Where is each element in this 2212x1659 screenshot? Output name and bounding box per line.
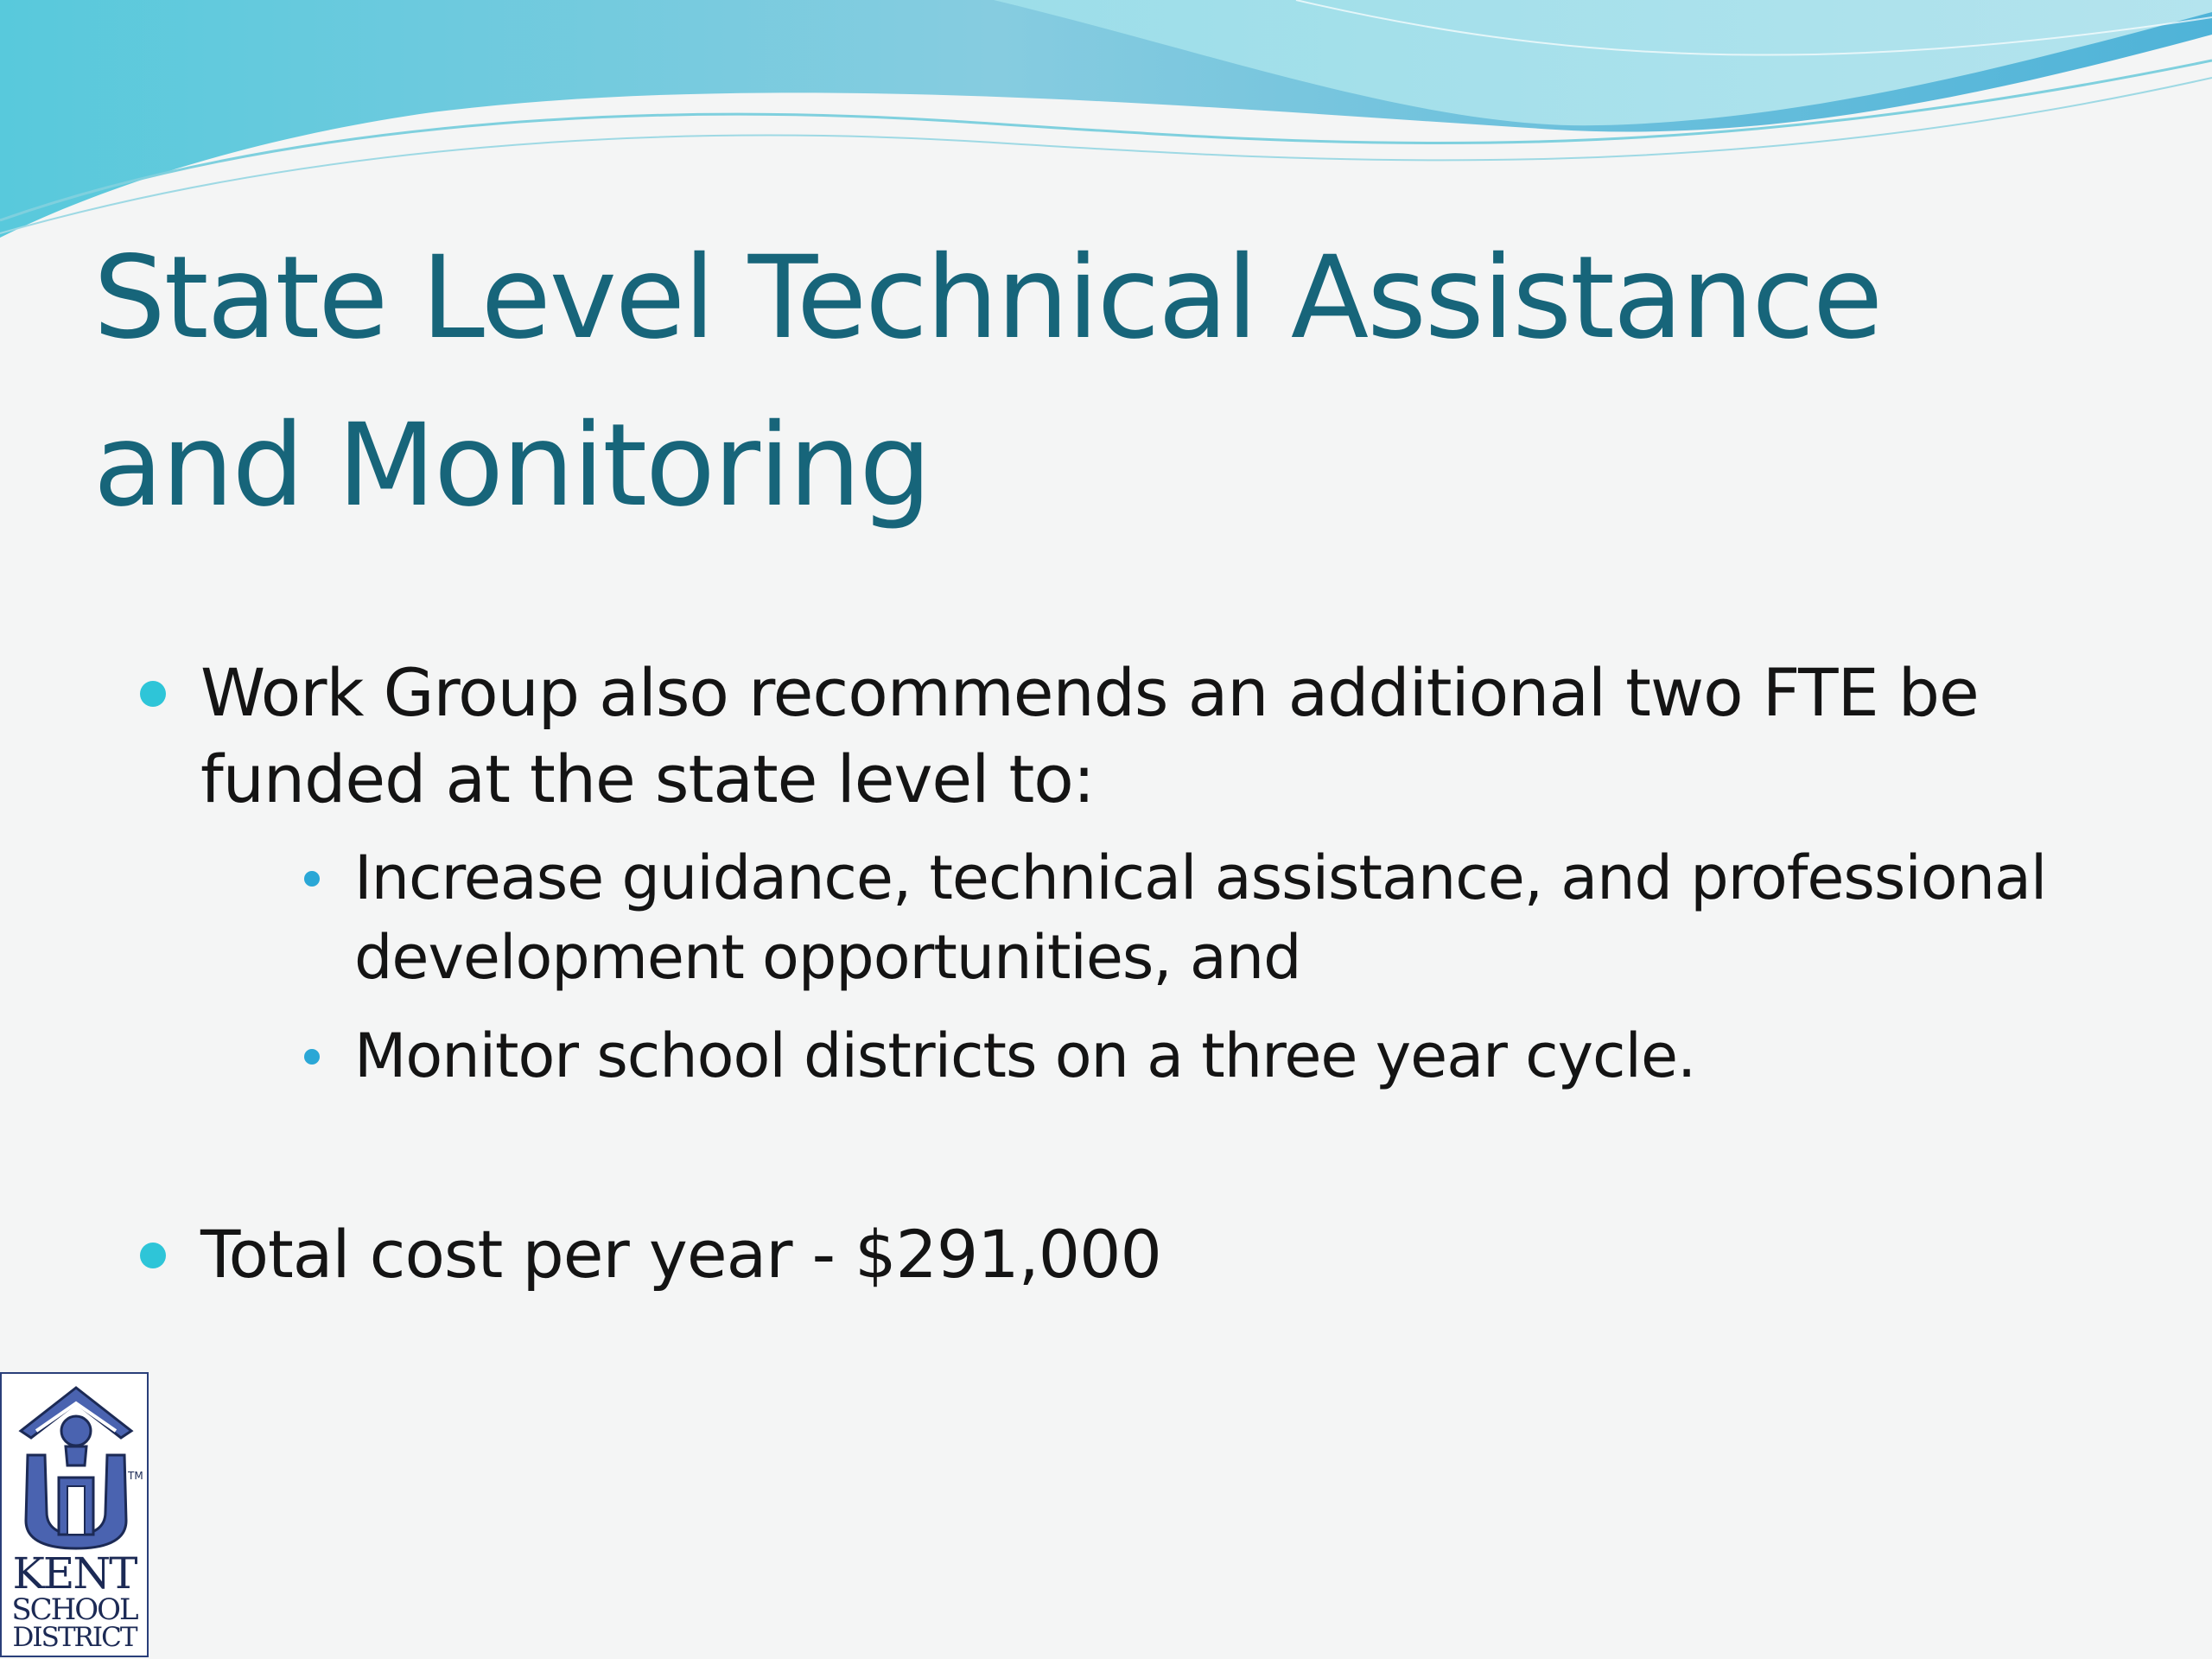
logo-text-district: DISTRICT: [12, 1622, 137, 1653]
sub-bullet-dot-icon: [304, 1049, 320, 1065]
kent-school-district-logo: [0, 1372, 149, 1657]
slide-title-line-1: State Level Technical Assistance: [93, 232, 1882, 365]
bullet-text: Work Group also recommends an additional two FTE be funded at the state level to:: [200, 654, 1979, 817]
school-house-icon: [7, 1382, 145, 1552]
slide-title: [93, 214, 2081, 550]
logo-text-school: SCHOOL: [11, 1592, 137, 1627]
bullet-text: Total cost per year - $291,000: [200, 1216, 1161, 1293]
bullet-item: [200, 1211, 2084, 1298]
bullet-dot-icon: [140, 1243, 166, 1268]
sub-bullet-dot-icon: [304, 871, 320, 887]
sub-bullet-text: Monitor school districts on a three year cycle.: [354, 1020, 1696, 1091]
trademark-mark: TM: [128, 1470, 143, 1482]
sub-bullet-text: Increase guidance, technical assistance, and professional development opportunities, and: [354, 842, 2047, 993]
slide-title-line-2: and Monitoring: [93, 399, 931, 532]
logo-text-kent: KENT: [12, 1548, 137, 1599]
sub-bullet-item: [354, 1016, 2169, 1096]
bullet-item: [200, 650, 2084, 823]
sub-bullet-item: [354, 838, 2169, 997]
bullet-dot-icon: [140, 681, 166, 707]
